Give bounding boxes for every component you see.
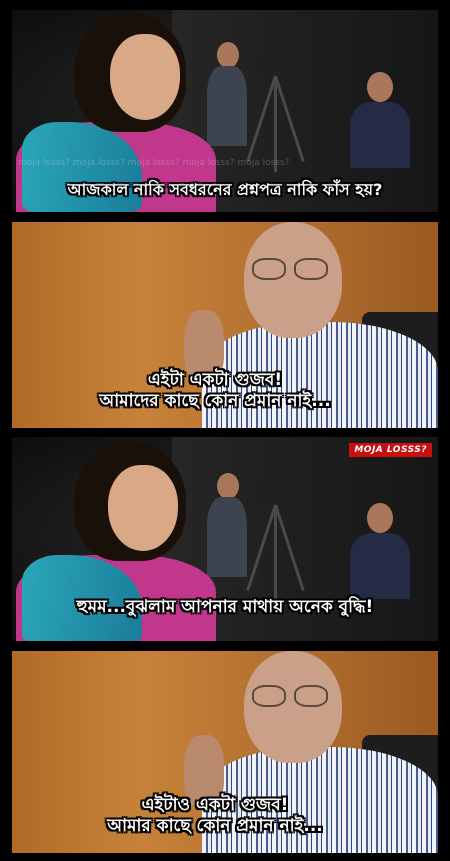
man-glasses-right: [294, 685, 328, 707]
seated-man-head: [367, 72, 393, 102]
woman-face: [108, 465, 178, 551]
man-glasses-right: [294, 258, 328, 280]
woman-face: [110, 34, 180, 120]
comic-panel-2: [12, 222, 438, 428]
panel-2-caption: [12, 370, 438, 413]
comic-panel-1: [12, 10, 438, 212]
moja-losss-logo: MOJA LOSSS?: [349, 443, 432, 457]
panel-3-caption: [12, 597, 438, 618]
man-glasses-left: [252, 258, 286, 280]
seated-man-body: [350, 533, 410, 599]
comic-panel-3: [12, 437, 438, 641]
comic-panel-4: [12, 651, 438, 853]
cameraman-head: [217, 473, 239, 499]
caption-line: আমাদের কাছে কোন প্রমান নাই...: [99, 391, 331, 412]
video-camera: [252, 50, 298, 76]
caption-line: এইটা একটা গুজব!: [147, 370, 283, 390]
panel-4-caption: [12, 795, 438, 838]
cameraman-body: [207, 66, 247, 146]
caption-line: এইটাও একটা গুজব!: [141, 795, 289, 815]
caption-line: আমার কাছে কোন প্রমান নাই...: [107, 816, 323, 837]
faint-watermark: moja losss? moja losss? moja losss? moja losss? moja losss?: [18, 158, 290, 168]
man-head: [244, 222, 342, 338]
man-glasses-left: [252, 685, 286, 707]
panel-1-caption: [12, 180, 438, 200]
caption-line: হুমম...বুঝলাম আপনার মাথায় অনেক বুদ্ধি!: [76, 597, 374, 617]
caption-line: আজকাল নাকি সবধরনের প্রশ্নপত্র নাকি ফাঁস হয়?: [67, 180, 383, 199]
cameraman-head: [217, 42, 239, 68]
tripod-leg: [274, 505, 277, 601]
cameraman-body: [207, 497, 247, 577]
seated-man-head: [367, 503, 393, 533]
man-head: [244, 651, 342, 763]
video-camera: [252, 479, 298, 505]
